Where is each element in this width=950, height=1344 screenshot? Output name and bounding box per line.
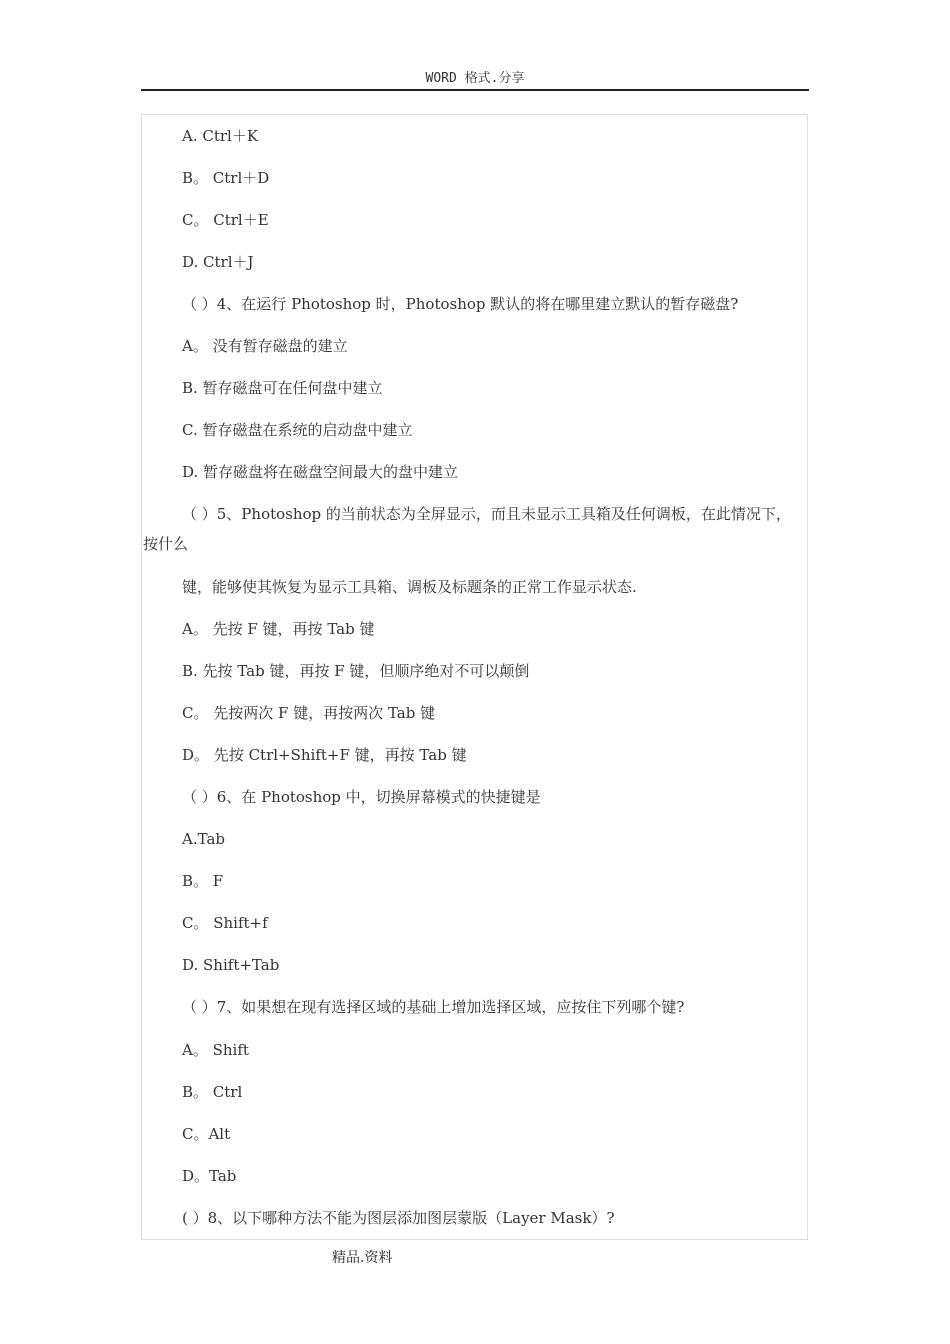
option-c-q4: C. 暂存磁盘在系统的启动盘中建立 bbox=[182, 421, 413, 439]
option-c-q7: C。Alt bbox=[182, 1125, 231, 1143]
option-a-q6: A.Tab bbox=[182, 830, 225, 848]
option-b-q5: B. 先按 Tab 键，再按 F 键，但顺序绝对不可以颠倒 bbox=[182, 662, 530, 680]
question-7: （ ）7、如果想在现有选择区域的基础上增加选择区域，应按住下列哪个键? bbox=[182, 998, 685, 1016]
option-b-q3: B。 Ctrl＋D bbox=[182, 169, 270, 187]
option-d-q6: D. Shift+Tab bbox=[182, 956, 280, 974]
option-c-q5: C。 先按两次 F 键，再按两次 Tab 键 bbox=[182, 704, 436, 722]
header-title: WORD 格式.分享 bbox=[425, 71, 525, 86]
option-b-q4: B. 暂存磁盘可在任何盘中建立 bbox=[182, 379, 383, 397]
option-a-q5: A。 先按 F 键，再按 Tab 键 bbox=[182, 620, 375, 638]
option-d-q3: D. Ctrl＋J bbox=[182, 253, 254, 271]
option-b-q7: B。 Ctrl bbox=[182, 1083, 243, 1101]
question-4: （ ）4、在运行 Photoshop 时，Photoshop 默认的将在哪里建立默认的暂存磁盘? bbox=[182, 295, 739, 313]
option-a-q7: A。 Shift bbox=[182, 1041, 249, 1059]
question-5-continued: 键，能够使其恢复为显示工具箱、调板及标题条的正常工作显示状态. bbox=[182, 578, 637, 596]
option-d-q5: D。 先按 Ctrl+Shift+F 键，再按 Tab 键 bbox=[182, 746, 467, 764]
option-c-q3: C。 Ctrl＋E bbox=[182, 211, 269, 229]
option-a-q4: A。 没有暂存磁盘的建立 bbox=[182, 337, 348, 355]
question-5: （ ）5、Photoshop 的当前状态为全屏显示，而且未显示工具箱及任何调板，在此情况下，按什么 bbox=[143, 505, 791, 553]
page-footer bbox=[332, 1248, 392, 1268]
question-6: （ ）6、在 Photoshop 中，切换屏幕模式的快捷键是 bbox=[182, 788, 541, 806]
footer-text: 精品.资料 bbox=[332, 1250, 393, 1266]
option-a-q3: A. Ctrl＋K bbox=[182, 127, 259, 145]
option-b-q6: B。 F bbox=[182, 872, 224, 890]
question-8: ( ）8、以下哪种方法不能为图层添加图层蒙版（Layer Mask）? bbox=[182, 1209, 615, 1227]
option-d-q4: D. 暂存磁盘将在磁盘空间最大的盘中建立 bbox=[182, 463, 459, 481]
option-d-q7: D。Tab bbox=[182, 1167, 237, 1185]
option-c-q6: C。 Shift+f bbox=[182, 914, 268, 932]
page-header bbox=[141, 70, 809, 91]
